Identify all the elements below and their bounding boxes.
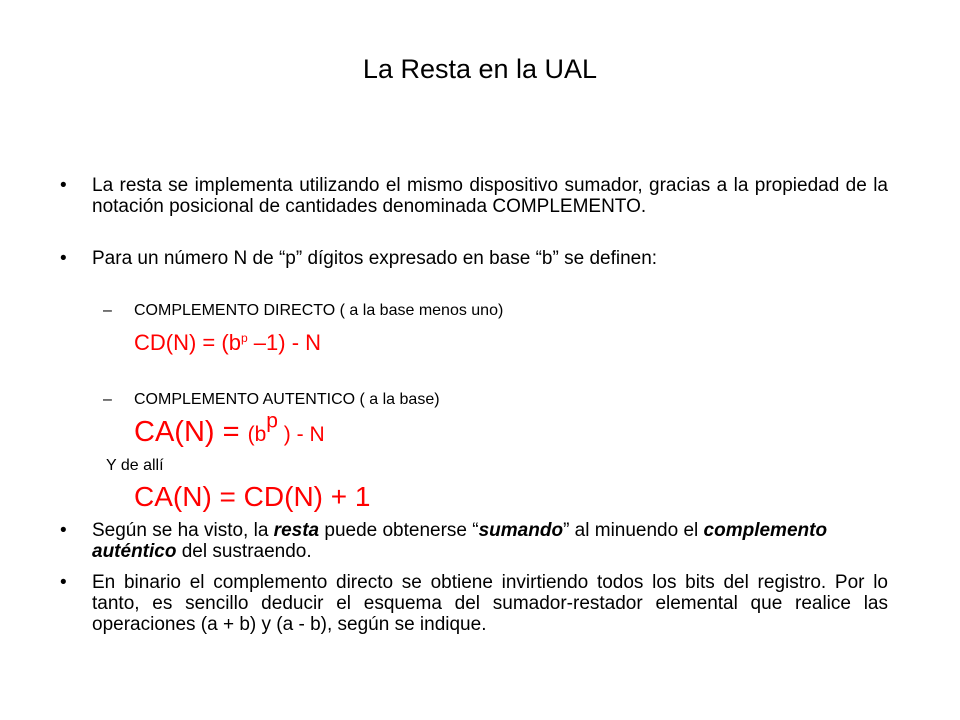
complemento-autentico-label: COMPLEMENTO AUTENTICO ( a la base) — [134, 391, 440, 408]
bullet-text-resta-sumando: Según se ha visto, la resta puede obtenerse “sumando” al minuendo el complemento auténtico del sustraendo. — [92, 520, 828, 562]
bullet-marker: • — [60, 175, 67, 196]
dash-marker: – — [103, 302, 112, 319]
formula-cd: $CD(N) = (b^p$ –1) - N — [134, 330, 322, 355]
bullet-text-numero-n: Para un número N de “p” dígitos expresado en base “b” se definen: — [92, 248, 658, 269]
formula-ca: $CA(N) = (b^p$ ) - N — [134, 409, 325, 448]
bullet-marker: • — [60, 572, 67, 593]
complemento-directo-label: COMPLEMENTO DIRECTO ( a la base menos uno) — [134, 302, 504, 319]
bullet-marker: • — [60, 520, 67, 541]
formula-ca-cd: CA(N) = CD(N) + 1 — [134, 481, 371, 512]
y-de-alli-text: Y de allí — [106, 457, 164, 474]
bullet-text-binario: En binario el complemento directo se obtiene invirtiendo todos los bits del registro. Por lo tanto, es sencillo deducir el esquema del sumador-restador elemental que realice las operaciones (a + b) y (a - b), según se indique. — [92, 572, 888, 635]
bullet-text-resta-definicion: La resta se implementa utilizando el mismo dispositivo sumador, gracias a la propiedad de la notación posicional de cantidades denominada COMPLEMENTO. — [92, 175, 888, 217]
slide-title: La Resta en la UAL — [362, 54, 598, 84]
dash-marker: – — [103, 391, 112, 408]
bullet-marker: • — [60, 248, 67, 269]
